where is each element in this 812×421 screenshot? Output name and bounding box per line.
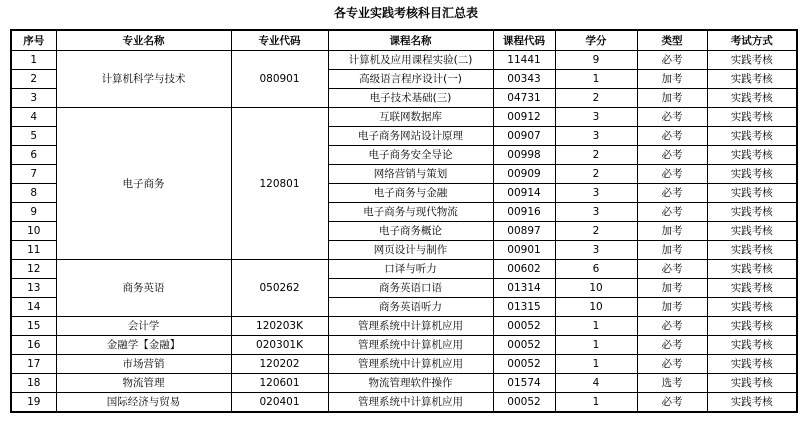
row-number: 11 bbox=[11, 241, 56, 260]
major-code: 020401 bbox=[231, 393, 328, 413]
course-name: 口译与听力 bbox=[328, 260, 493, 279]
exam-method: 实践考核 bbox=[707, 279, 797, 298]
header-cell: 类型 bbox=[637, 30, 707, 51]
course-type: 加考 bbox=[637, 241, 707, 260]
exam-method: 实践考核 bbox=[707, 89, 797, 108]
row-number: 17 bbox=[11, 355, 56, 374]
course-name: 管理系统中计算机应用 bbox=[328, 336, 493, 355]
table-row bbox=[11, 374, 797, 393]
table-row bbox=[11, 317, 797, 336]
summary-table bbox=[10, 29, 798, 413]
header-cell: 课程代码 bbox=[493, 30, 555, 51]
course-type: 必考 bbox=[637, 260, 707, 279]
course-name: 管理系统中计算机应用 bbox=[328, 317, 493, 336]
course-type: 必考 bbox=[637, 127, 707, 146]
exam-method: 实践考核 bbox=[707, 165, 797, 184]
row-number: 18 bbox=[11, 374, 56, 393]
header-cell: 考试方式 bbox=[707, 30, 797, 51]
major-code: 050262 bbox=[231, 260, 328, 317]
row-number: 9 bbox=[11, 203, 56, 222]
credit: 3 bbox=[555, 203, 637, 222]
course-code: 00916 bbox=[493, 203, 555, 222]
exam-method: 实践考核 bbox=[707, 374, 797, 393]
course-type: 加考 bbox=[637, 70, 707, 89]
page-title: 各专业实践考核科目汇总表 bbox=[333, 6, 478, 20]
exam-method: 实践考核 bbox=[707, 298, 797, 317]
major-name: 市场营销 bbox=[56, 355, 231, 374]
course-type: 加考 bbox=[637, 298, 707, 317]
course-code: 01314 bbox=[493, 279, 555, 298]
course-name: 管理系统中计算机应用 bbox=[328, 393, 493, 413]
course-code: 00897 bbox=[493, 222, 555, 241]
major-code: 120202 bbox=[231, 355, 328, 374]
credit: 10 bbox=[555, 279, 637, 298]
major-code: 080901 bbox=[231, 51, 328, 108]
course-name: 互联网数据库 bbox=[328, 108, 493, 127]
course-name: 电子商务概论 bbox=[328, 222, 493, 241]
major-name: 商务英语 bbox=[56, 260, 231, 317]
row-number: 14 bbox=[11, 298, 56, 317]
table-row bbox=[11, 355, 797, 374]
course-type: 加考 bbox=[637, 279, 707, 298]
exam-method: 实践考核 bbox=[707, 127, 797, 146]
row-number: 15 bbox=[11, 317, 56, 336]
header-cell: 专业名称 bbox=[56, 30, 231, 51]
header-cell: 学分 bbox=[555, 30, 637, 51]
course-type: 必考 bbox=[637, 51, 707, 70]
exam-method: 实践考核 bbox=[707, 260, 797, 279]
course-name: 电子商务与现代物流 bbox=[328, 203, 493, 222]
header-cell: 序号 bbox=[11, 30, 56, 51]
credit: 1 bbox=[555, 393, 637, 413]
course-name: 网络营销与策划 bbox=[328, 165, 493, 184]
exam-method: 实践考核 bbox=[707, 222, 797, 241]
exam-method: 实践考核 bbox=[707, 70, 797, 89]
table-row bbox=[11, 393, 797, 413]
row-number: 10 bbox=[11, 222, 56, 241]
row-number: 2 bbox=[11, 70, 56, 89]
credit: 9 bbox=[555, 51, 637, 70]
major-code: 120203K bbox=[231, 317, 328, 336]
row-number: 6 bbox=[11, 146, 56, 165]
course-type: 选考 bbox=[637, 374, 707, 393]
course-code: 00901 bbox=[493, 241, 555, 260]
credit: 3 bbox=[555, 127, 637, 146]
course-type: 必考 bbox=[637, 203, 707, 222]
course-code: 00907 bbox=[493, 127, 555, 146]
header-row bbox=[11, 30, 797, 51]
credit: 10 bbox=[555, 298, 637, 317]
course-type: 必考 bbox=[637, 146, 707, 165]
row-number: 12 bbox=[11, 260, 56, 279]
course-type: 必考 bbox=[637, 165, 707, 184]
course-name: 高级语言程序设计(一) bbox=[328, 70, 493, 89]
course-code: 00052 bbox=[493, 317, 555, 336]
major-name: 金融学【金融】 bbox=[56, 336, 231, 355]
course-code: 01315 bbox=[493, 298, 555, 317]
row-number: 13 bbox=[11, 279, 56, 298]
course-name: 网页设计与制作 bbox=[328, 241, 493, 260]
credit: 1 bbox=[555, 70, 637, 89]
course-name: 商务英语口语 bbox=[328, 279, 493, 298]
major-code: 120601 bbox=[231, 374, 328, 393]
course-name: 电子商务与金融 bbox=[328, 184, 493, 203]
row-number: 8 bbox=[11, 184, 56, 203]
header-cell: 课程名称 bbox=[328, 30, 493, 51]
course-code: 01574 bbox=[493, 374, 555, 393]
header-cell: 专业代码 bbox=[231, 30, 328, 51]
course-code: 00052 bbox=[493, 393, 555, 413]
exam-method: 实践考核 bbox=[707, 336, 797, 355]
major-name: 计算机科学与技术 bbox=[56, 51, 231, 108]
row-number: 5 bbox=[11, 127, 56, 146]
major-code: 020301K bbox=[231, 336, 328, 355]
table-body bbox=[11, 51, 797, 413]
table-row bbox=[11, 51, 797, 70]
table-row bbox=[11, 108, 797, 127]
course-name: 物流管理软件操作 bbox=[328, 374, 493, 393]
exam-method: 实践考核 bbox=[707, 393, 797, 413]
credit: 1 bbox=[555, 355, 637, 374]
course-type: 加考 bbox=[637, 222, 707, 241]
course-code: 00052 bbox=[493, 336, 555, 355]
credit: 2 bbox=[555, 146, 637, 165]
row-number: 19 bbox=[11, 393, 56, 413]
course-code: 00998 bbox=[493, 146, 555, 165]
course-code: 00914 bbox=[493, 184, 555, 203]
exam-method: 实践考核 bbox=[707, 317, 797, 336]
course-code: 04731 bbox=[493, 89, 555, 108]
exam-method: 实践考核 bbox=[707, 51, 797, 70]
credit: 2 bbox=[555, 222, 637, 241]
major-name: 会计学 bbox=[56, 317, 231, 336]
course-code: 00602 bbox=[493, 260, 555, 279]
credit: 3 bbox=[555, 184, 637, 203]
course-type: 必考 bbox=[637, 317, 707, 336]
table-row bbox=[11, 336, 797, 355]
course-code: 00912 bbox=[493, 108, 555, 127]
credit: 4 bbox=[555, 374, 637, 393]
course-type: 加考 bbox=[637, 89, 707, 108]
major-name: 物流管理 bbox=[56, 374, 231, 393]
course-name: 电子商务网站设计原理 bbox=[328, 127, 493, 146]
credit: 6 bbox=[555, 260, 637, 279]
course-name: 电子技术基础(三) bbox=[328, 89, 493, 108]
course-code: 00909 bbox=[493, 165, 555, 184]
credit: 1 bbox=[555, 317, 637, 336]
course-code: 11441 bbox=[493, 51, 555, 70]
row-number: 3 bbox=[11, 89, 56, 108]
major-code: 120801 bbox=[231, 108, 328, 260]
credit: 2 bbox=[555, 165, 637, 184]
course-name: 管理系统中计算机应用 bbox=[328, 355, 493, 374]
course-code: 00052 bbox=[493, 355, 555, 374]
credit: 3 bbox=[555, 241, 637, 260]
exam-method: 实践考核 bbox=[707, 203, 797, 222]
exam-method: 实践考核 bbox=[707, 184, 797, 203]
row-number: 1 bbox=[11, 51, 56, 70]
exam-method: 实践考核 bbox=[707, 108, 797, 127]
exam-method: 实践考核 bbox=[707, 355, 797, 374]
row-number: 4 bbox=[11, 108, 56, 127]
credit: 2 bbox=[555, 89, 637, 108]
major-name: 国际经济与贸易 bbox=[56, 393, 231, 413]
row-number: 16 bbox=[11, 336, 56, 355]
course-name: 电子商务安全导论 bbox=[328, 146, 493, 165]
course-type: 必考 bbox=[637, 393, 707, 413]
row-number: 7 bbox=[11, 165, 56, 184]
course-type: 必考 bbox=[637, 355, 707, 374]
course-type: 必考 bbox=[637, 108, 707, 127]
major-name: 电子商务 bbox=[56, 108, 231, 260]
course-type: 必考 bbox=[637, 184, 707, 203]
exam-method: 实践考核 bbox=[707, 241, 797, 260]
table-row bbox=[11, 260, 797, 279]
course-code: 00343 bbox=[493, 70, 555, 89]
exam-method: 实践考核 bbox=[707, 146, 797, 165]
course-name: 计算机及应用课程实验(二) bbox=[328, 51, 493, 70]
credit: 3 bbox=[555, 108, 637, 127]
course-type: 必考 bbox=[637, 336, 707, 355]
course-name: 商务英语听力 bbox=[328, 298, 493, 317]
credit: 1 bbox=[555, 336, 637, 355]
